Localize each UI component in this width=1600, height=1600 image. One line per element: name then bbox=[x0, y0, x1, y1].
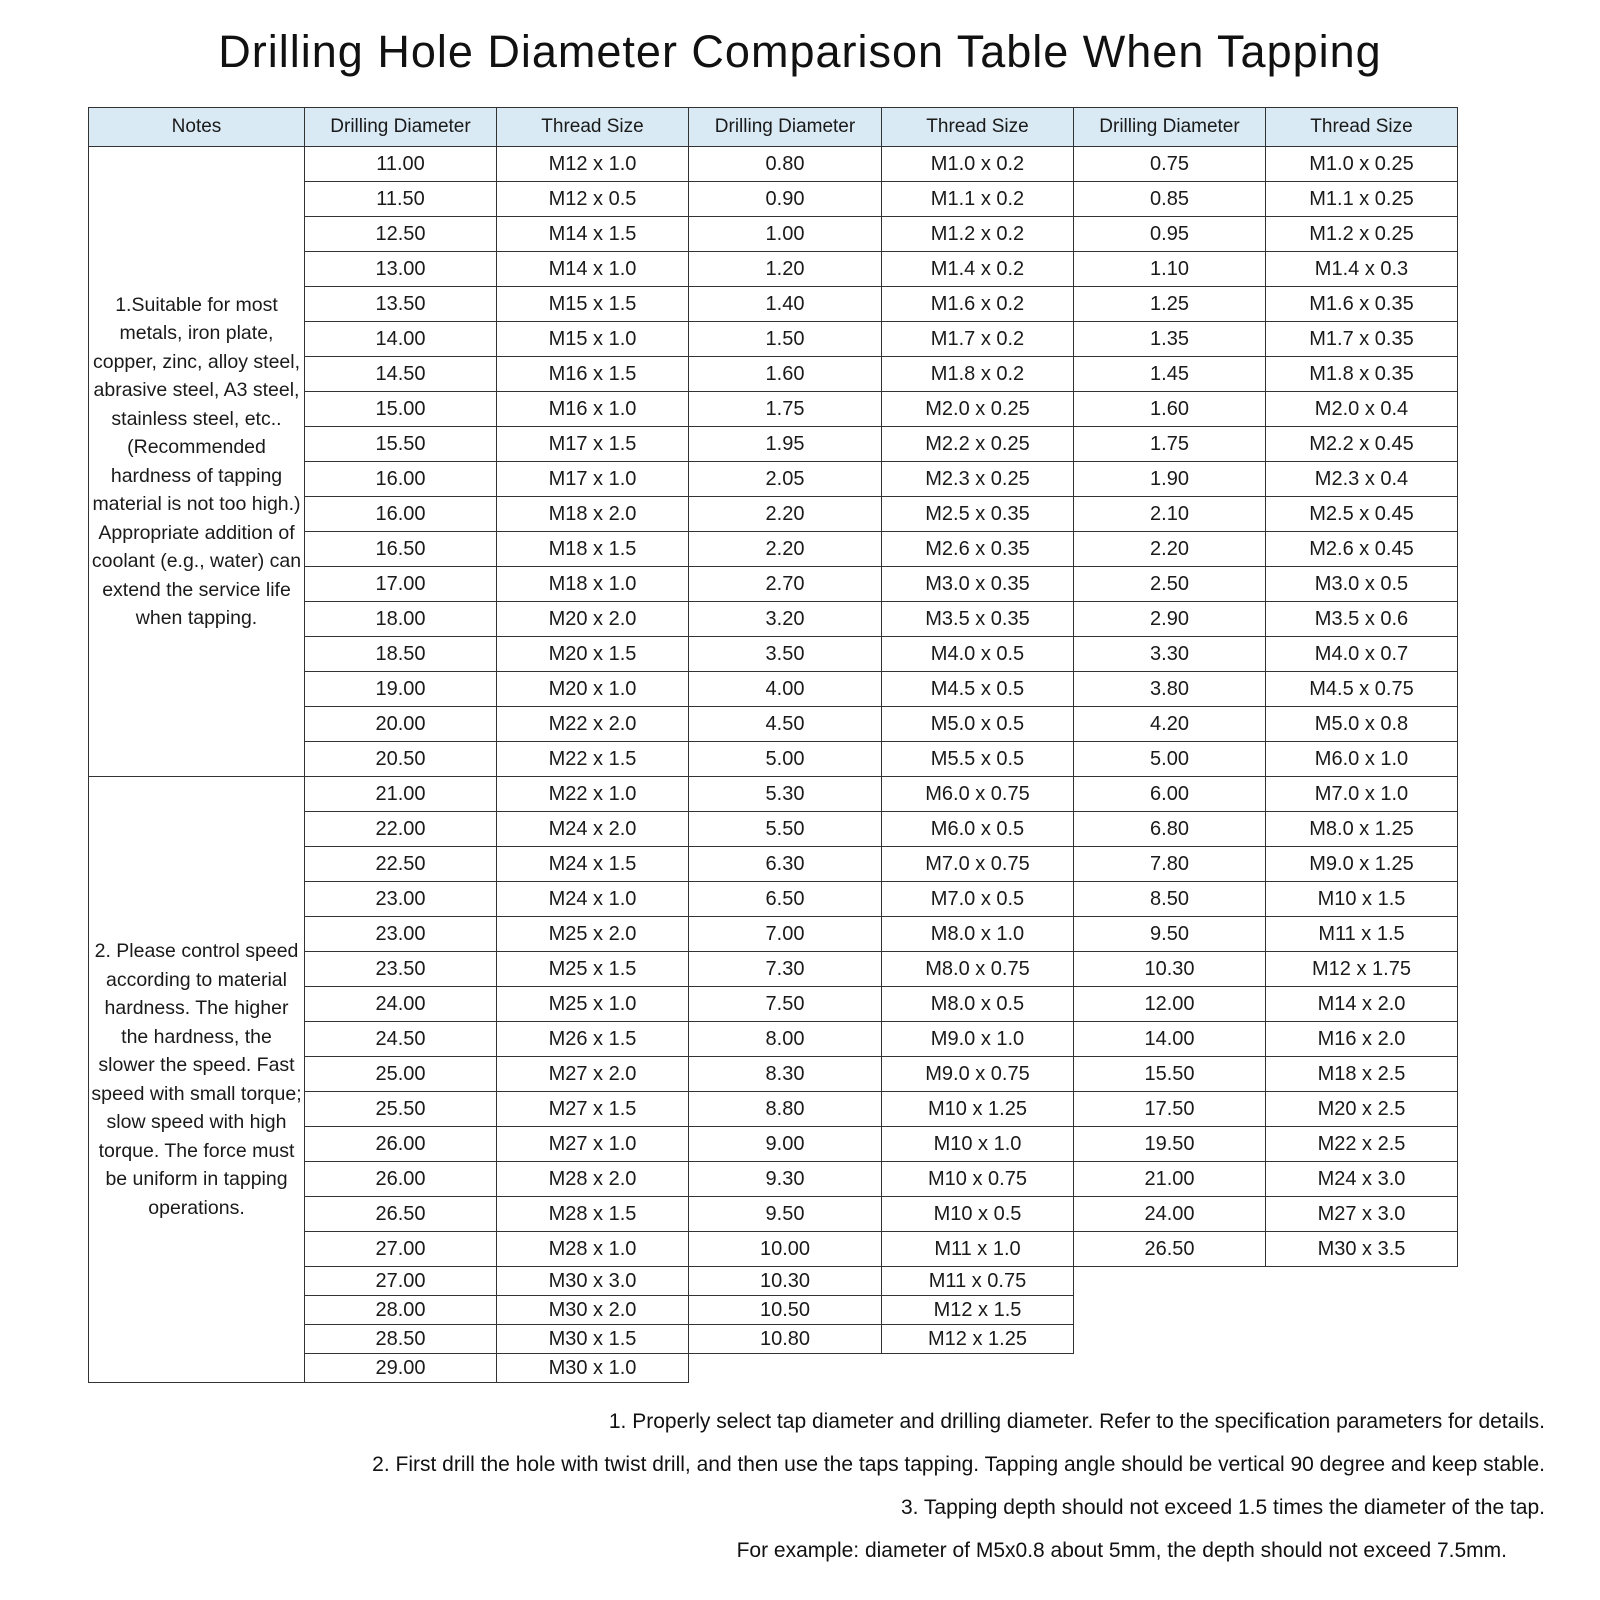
cell-thread-size-2: M1.2 x 0.2 bbox=[882, 217, 1074, 252]
header-drilling-diameter-2: Drilling Diameter bbox=[689, 108, 882, 147]
cell-thread-size-2: M2.6 x 0.35 bbox=[882, 532, 1074, 567]
empty-cell bbox=[1266, 1296, 1458, 1325]
cell-drilling-diameter-1: 19.50 bbox=[1074, 1127, 1266, 1162]
cell-drilling-diameter-1: 15.50 bbox=[1074, 1057, 1266, 1092]
cell-thread-size-3: M25 x 1.0 bbox=[497, 987, 689, 1022]
cell-drilling-diameter-2: 10.80 bbox=[689, 1325, 882, 1354]
cell-drilling-diameter-1: 1.25 bbox=[1074, 287, 1266, 322]
cell-thread-size-3: M25 x 2.0 bbox=[497, 917, 689, 952]
cell-drilling-diameter-1: 10.30 bbox=[1074, 952, 1266, 987]
cell-thread-size-3: M26 x 1.5 bbox=[497, 1022, 689, 1057]
cell-drilling-diameter-3: 14.50 bbox=[305, 357, 497, 392]
cell-thread-size-1: M2.2 x 0.45 bbox=[1266, 427, 1458, 462]
cell-thread-size-2: M11 x 1.0 bbox=[882, 1232, 1074, 1267]
header-drilling-diameter-3: Drilling Diameter bbox=[305, 108, 497, 147]
cell-drilling-diameter-3: 16.50 bbox=[305, 532, 497, 567]
cell-drilling-diameter-3: 27.00 bbox=[305, 1267, 497, 1296]
cell-drilling-diameter-1: 2.20 bbox=[1074, 532, 1266, 567]
cell-drilling-diameter-2: 5.30 bbox=[689, 777, 882, 812]
cell-thread-size-3: M16 x 1.0 bbox=[497, 392, 689, 427]
cell-thread-size-2: M1.0 x 0.2 bbox=[882, 147, 1074, 182]
cell-thread-size-1: M1.7 x 0.35 bbox=[1266, 322, 1458, 357]
cell-thread-size-3: M22 x 1.0 bbox=[497, 777, 689, 812]
cell-drilling-diameter-1: 0.75 bbox=[1074, 147, 1266, 182]
cell-thread-size-1: M2.6 x 0.45 bbox=[1266, 532, 1458, 567]
cell-drilling-diameter-3: 18.50 bbox=[305, 637, 497, 672]
cell-drilling-diameter-2: 3.50 bbox=[689, 637, 882, 672]
cell-drilling-diameter-1: 3.80 bbox=[1074, 672, 1266, 707]
cell-thread-size-1: M7.0 x 1.0 bbox=[1266, 777, 1458, 812]
cell-thread-size-1: M2.0 x 0.4 bbox=[1266, 392, 1458, 427]
cell-drilling-diameter-1: 4.20 bbox=[1074, 707, 1266, 742]
cell-drilling-diameter-3: 18.00 bbox=[305, 602, 497, 637]
cell-drilling-diameter-2: 4.50 bbox=[689, 707, 882, 742]
table-row bbox=[89, 147, 1458, 182]
cell-drilling-diameter-3: 21.00 bbox=[305, 777, 497, 812]
cell-drilling-diameter-2: 1.00 bbox=[689, 217, 882, 252]
empty-cell bbox=[882, 1354, 1074, 1383]
cell-thread-size-2: M4.0 x 0.5 bbox=[882, 637, 1074, 672]
cell-thread-size-2: M1.6 x 0.2 bbox=[882, 287, 1074, 322]
cell-thread-size-1: M1.6 x 0.35 bbox=[1266, 287, 1458, 322]
cell-drilling-diameter-1: 1.90 bbox=[1074, 462, 1266, 497]
cell-drilling-diameter-1: 14.00 bbox=[1074, 1022, 1266, 1057]
cell-thread-size-3: M20 x 1.0 bbox=[497, 672, 689, 707]
cell-thread-size-2: M3.5 x 0.35 bbox=[882, 602, 1074, 637]
cell-drilling-diameter-1: 5.00 bbox=[1074, 742, 1266, 777]
cell-thread-size-2: M2.0 x 0.25 bbox=[882, 392, 1074, 427]
cell-drilling-diameter-2: 1.95 bbox=[689, 427, 882, 462]
cell-thread-size-3: M18 x 1.5 bbox=[497, 532, 689, 567]
cell-thread-size-2: M2.5 x 0.35 bbox=[882, 497, 1074, 532]
cell-drilling-diameter-3: 26.50 bbox=[305, 1197, 497, 1232]
empty-cell bbox=[1266, 1354, 1458, 1383]
cell-drilling-diameter-1: 1.45 bbox=[1074, 357, 1266, 392]
cell-drilling-diameter-3: 23.00 bbox=[305, 917, 497, 952]
cell-thread-size-2: M8.0 x 0.75 bbox=[882, 952, 1074, 987]
empty-cell bbox=[689, 1354, 882, 1383]
instructions bbox=[40, 1400, 1545, 1572]
cell-thread-size-2: M8.0 x 0.5 bbox=[882, 987, 1074, 1022]
cell-drilling-diameter-2: 2.05 bbox=[689, 462, 882, 497]
table-row bbox=[89, 777, 1458, 812]
cell-thread-size-2: M9.0 x 1.0 bbox=[882, 1022, 1074, 1057]
cell-thread-size-2: M4.5 x 0.5 bbox=[882, 672, 1074, 707]
cell-thread-size-3: M30 x 1.0 bbox=[497, 1354, 689, 1383]
cell-thread-size-3: M22 x 1.5 bbox=[497, 742, 689, 777]
cell-thread-size-3: M18 x 2.0 bbox=[497, 497, 689, 532]
cell-drilling-diameter-2: 5.00 bbox=[689, 742, 882, 777]
cell-thread-size-3: M15 x 1.5 bbox=[497, 287, 689, 322]
cell-thread-size-3: M24 x 2.0 bbox=[497, 812, 689, 847]
cell-drilling-diameter-3: 11.50 bbox=[305, 182, 497, 217]
cell-thread-size-2: M6.0 x 0.5 bbox=[882, 812, 1074, 847]
cell-thread-size-2: M5.0 x 0.5 bbox=[882, 707, 1074, 742]
empty-cell bbox=[1266, 1325, 1458, 1354]
cell-thread-size-1: M30 x 3.5 bbox=[1266, 1232, 1458, 1267]
cell-thread-size-2: M7.0 x 0.75 bbox=[882, 847, 1074, 882]
cell-drilling-diameter-2: 7.30 bbox=[689, 952, 882, 987]
cell-thread-size-2: M7.0 x 0.5 bbox=[882, 882, 1074, 917]
empty-cell bbox=[1074, 1296, 1266, 1325]
cell-thread-size-1: M22 x 2.5 bbox=[1266, 1127, 1458, 1162]
instruction-3: 3. Tapping depth should not exceed 1.5 times the diameter of the tap. bbox=[900, 1496, 1545, 1519]
cell-drilling-diameter-2: 9.30 bbox=[689, 1162, 882, 1197]
cell-drilling-diameter-3: 16.00 bbox=[305, 462, 497, 497]
cell-drilling-diameter-2: 9.00 bbox=[689, 1127, 882, 1162]
cell-drilling-diameter-3: 13.50 bbox=[305, 287, 497, 322]
cell-drilling-diameter-2: 5.50 bbox=[689, 812, 882, 847]
cell-drilling-diameter-3: 19.00 bbox=[305, 672, 497, 707]
cell-drilling-diameter-2: 4.00 bbox=[689, 672, 882, 707]
cell-drilling-diameter-3: 15.00 bbox=[305, 392, 497, 427]
cell-thread-size-1: M9.0 x 1.25 bbox=[1266, 847, 1458, 882]
cell-drilling-diameter-3: 23.50 bbox=[305, 952, 497, 987]
cell-drilling-diameter-2: 9.50 bbox=[689, 1197, 882, 1232]
cell-thread-size-2: M1.7 x 0.2 bbox=[882, 322, 1074, 357]
cell-drilling-diameter-3: 22.00 bbox=[305, 812, 497, 847]
cell-thread-size-1: M1.8 x 0.35 bbox=[1266, 357, 1458, 392]
cell-thread-size-1: M4.0 x 0.7 bbox=[1266, 637, 1458, 672]
cell-drilling-diameter-1: 24.00 bbox=[1074, 1197, 1266, 1232]
cell-thread-size-1: M8.0 x 1.25 bbox=[1266, 812, 1458, 847]
cell-drilling-diameter-2: 6.50 bbox=[689, 882, 882, 917]
cell-thread-size-1: M3.0 x 0.5 bbox=[1266, 567, 1458, 602]
cell-thread-size-2: M6.0 x 0.75 bbox=[882, 777, 1074, 812]
cell-drilling-diameter-3: 25.50 bbox=[305, 1092, 497, 1127]
cell-drilling-diameter-1: 17.50 bbox=[1074, 1092, 1266, 1127]
cell-drilling-diameter-3: 24.50 bbox=[305, 1022, 497, 1057]
cell-thread-size-2: M5.5 x 0.5 bbox=[882, 742, 1074, 777]
cell-drilling-diameter-3: 11.00 bbox=[305, 147, 497, 182]
cell-thread-size-3: M30 x 2.0 bbox=[497, 1296, 689, 1325]
cell-drilling-diameter-1: 1.60 bbox=[1074, 392, 1266, 427]
cell-drilling-diameter-2: 8.00 bbox=[689, 1022, 882, 1057]
instruction-example: For example: diameter of M5x0.8 about 5mm, the depth should not exceed 7.5mm. bbox=[736, 1539, 1507, 1562]
cell-thread-size-3: M22 x 2.0 bbox=[497, 707, 689, 742]
cell-thread-size-2: M1.8 x 0.2 bbox=[882, 357, 1074, 392]
cell-drilling-diameter-3: 28.50 bbox=[305, 1325, 497, 1354]
cell-thread-size-3: M28 x 2.0 bbox=[497, 1162, 689, 1197]
cell-drilling-diameter-3: 29.00 bbox=[305, 1354, 497, 1383]
cell-drilling-diameter-2: 1.75 bbox=[689, 392, 882, 427]
header-notes: Notes bbox=[89, 108, 305, 147]
cell-drilling-diameter-2: 6.30 bbox=[689, 847, 882, 882]
cell-drilling-diameter-3: 26.00 bbox=[305, 1127, 497, 1162]
cell-thread-size-2: M9.0 x 0.75 bbox=[882, 1057, 1074, 1092]
cell-thread-size-2: M8.0 x 1.0 bbox=[882, 917, 1074, 952]
cell-thread-size-2: M2.3 x 0.25 bbox=[882, 462, 1074, 497]
cell-thread-size-3: M25 x 1.5 bbox=[497, 952, 689, 987]
cell-thread-size-1: M10 x 1.5 bbox=[1266, 882, 1458, 917]
empty-cell bbox=[1074, 1267, 1266, 1296]
cell-drilling-diameter-3: 13.00 bbox=[305, 252, 497, 287]
cell-drilling-diameter-2: 2.20 bbox=[689, 497, 882, 532]
cell-thread-size-3: M20 x 1.5 bbox=[497, 637, 689, 672]
cell-thread-size-2: M10 x 1.0 bbox=[882, 1127, 1074, 1162]
instruction-1: 1. Properly select tap diameter and drilling diameter. Refer to the specification parameters for details. bbox=[608, 1410, 1545, 1433]
header-thread-size-1: Thread Size bbox=[1266, 108, 1458, 147]
cell-thread-size-3: M30 x 1.5 bbox=[497, 1325, 689, 1354]
cell-thread-size-1: M4.5 x 0.75 bbox=[1266, 672, 1458, 707]
header-drilling-diameter-1: Drilling Diameter bbox=[1074, 108, 1266, 147]
cell-thread-size-2: M3.0 x 0.35 bbox=[882, 567, 1074, 602]
cell-thread-size-3: M24 x 1.5 bbox=[497, 847, 689, 882]
cell-drilling-diameter-1: 26.50 bbox=[1074, 1232, 1266, 1267]
header-thread-size-2: Thread Size bbox=[882, 108, 1074, 147]
cell-thread-size-3: M28 x 1.5 bbox=[497, 1197, 689, 1232]
cell-thread-size-3: M12 x 1.0 bbox=[497, 147, 689, 182]
cell-drilling-diameter-3: 12.50 bbox=[305, 217, 497, 252]
cell-drilling-diameter-1: 8.50 bbox=[1074, 882, 1266, 917]
cell-thread-size-1: M2.3 x 0.4 bbox=[1266, 462, 1458, 497]
cell-thread-size-2: M1.4 x 0.2 bbox=[882, 252, 1074, 287]
cell-thread-size-3: M15 x 1.0 bbox=[497, 322, 689, 357]
cell-drilling-diameter-1: 0.85 bbox=[1074, 182, 1266, 217]
cell-drilling-diameter-3: 20.00 bbox=[305, 707, 497, 742]
cell-drilling-diameter-2: 10.00 bbox=[689, 1232, 882, 1267]
cell-thread-size-1: M12 x 1.75 bbox=[1266, 952, 1458, 987]
cell-drilling-diameter-2: 0.90 bbox=[689, 182, 882, 217]
cell-thread-size-2: M1.1 x 0.2 bbox=[882, 182, 1074, 217]
cell-drilling-diameter-2: 0.80 bbox=[689, 147, 882, 182]
empty-cell bbox=[1266, 1267, 1458, 1296]
cell-thread-size-3: M17 x 1.5 bbox=[497, 427, 689, 462]
instruction-2: 2. First drill the hole with twist drill, and then use the taps tapping. Tapping angle should be vertical 90 degree and keep stable. bbox=[372, 1453, 1545, 1476]
cell-thread-size-1: M1.2 x 0.25 bbox=[1266, 217, 1458, 252]
cell-drilling-diameter-1: 2.10 bbox=[1074, 497, 1266, 532]
cell-drilling-diameter-1: 1.35 bbox=[1074, 322, 1266, 357]
cell-thread-size-1: M18 x 2.5 bbox=[1266, 1057, 1458, 1092]
page-title: Drilling Hole Diameter Comparison Table When Tapping bbox=[218, 26, 1382, 77]
cell-drilling-diameter-2: 8.30 bbox=[689, 1057, 882, 1092]
cell-drilling-diameter-1: 6.80 bbox=[1074, 812, 1266, 847]
cell-thread-size-1: M24 x 3.0 bbox=[1266, 1162, 1458, 1197]
cell-thread-size-1: M5.0 x 0.8 bbox=[1266, 707, 1458, 742]
cell-thread-size-2: M10 x 1.25 bbox=[882, 1092, 1074, 1127]
cell-drilling-diameter-3: 17.00 bbox=[305, 567, 497, 602]
cell-thread-size-3: M27 x 1.5 bbox=[497, 1092, 689, 1127]
cell-thread-size-3: M14 x 1.0 bbox=[497, 252, 689, 287]
cell-thread-size-2: M2.2 x 0.25 bbox=[882, 427, 1074, 462]
cell-drilling-diameter-3: 26.00 bbox=[305, 1162, 497, 1197]
cell-drilling-diameter-2: 7.50 bbox=[689, 987, 882, 1022]
cell-thread-size-3: M20 x 2.0 bbox=[497, 602, 689, 637]
cell-thread-size-1: M16 x 2.0 bbox=[1266, 1022, 1458, 1057]
cell-thread-size-3: M27 x 1.0 bbox=[497, 1127, 689, 1162]
cell-drilling-diameter-2: 10.30 bbox=[689, 1267, 882, 1296]
cell-thread-size-3: M14 x 1.5 bbox=[497, 217, 689, 252]
cell-thread-size-1: M14 x 2.0 bbox=[1266, 987, 1458, 1022]
cell-drilling-diameter-3: 27.00 bbox=[305, 1232, 497, 1267]
cell-drilling-diameter-2: 1.50 bbox=[689, 322, 882, 357]
header-thread-size-3: Thread Size bbox=[497, 108, 689, 147]
cell-thread-size-2: M12 x 1.5 bbox=[882, 1296, 1074, 1325]
cell-drilling-diameter-3: 15.50 bbox=[305, 427, 497, 462]
cell-drilling-diameter-3: 20.50 bbox=[305, 742, 497, 777]
cell-drilling-diameter-3: 25.00 bbox=[305, 1057, 497, 1092]
cell-drilling-diameter-1: 3.30 bbox=[1074, 637, 1266, 672]
cell-thread-size-1: M27 x 3.0 bbox=[1266, 1197, 1458, 1232]
cell-drilling-diameter-2: 2.70 bbox=[689, 567, 882, 602]
cell-drilling-diameter-1: 6.00 bbox=[1074, 777, 1266, 812]
cell-drilling-diameter-1: 12.00 bbox=[1074, 987, 1266, 1022]
cell-drilling-diameter-3: 16.00 bbox=[305, 497, 497, 532]
cell-thread-size-3: M24 x 1.0 bbox=[497, 882, 689, 917]
cell-thread-size-3: M27 x 2.0 bbox=[497, 1057, 689, 1092]
cell-drilling-diameter-1: 2.50 bbox=[1074, 567, 1266, 602]
cell-drilling-diameter-1: 21.00 bbox=[1074, 1162, 1266, 1197]
cell-drilling-diameter-2: 1.20 bbox=[689, 252, 882, 287]
empty-cell bbox=[1074, 1354, 1266, 1383]
cell-drilling-diameter-3: 28.00 bbox=[305, 1296, 497, 1325]
cell-thread-size-1: M11 x 1.5 bbox=[1266, 917, 1458, 952]
cell-drilling-diameter-1: 1.75 bbox=[1074, 427, 1266, 462]
cell-drilling-diameter-2: 8.80 bbox=[689, 1092, 882, 1127]
cell-drilling-diameter-1: 9.50 bbox=[1074, 917, 1266, 952]
cell-thread-size-1: M1.4 x 0.3 bbox=[1266, 252, 1458, 287]
notes-cell-1: 1.Suitable for most metals, iron plate, copper, zinc, alloy steel, abrasive steel, A3 steel, stainless steel, etc..(Recommended hardness of tapping material is not too high.) Appropriate addition of coolant (e.g., water) can extend the service life when tapping. bbox=[89, 147, 305, 777]
cell-drilling-diameter-1: 1.10 bbox=[1074, 252, 1266, 287]
cell-drilling-diameter-1: 0.95 bbox=[1074, 217, 1266, 252]
cell-drilling-diameter-2: 1.60 bbox=[689, 357, 882, 392]
cell-thread-size-3: M17 x 1.0 bbox=[497, 462, 689, 497]
cell-thread-size-1: M2.5 x 0.45 bbox=[1266, 497, 1458, 532]
cell-drilling-diameter-3: 14.00 bbox=[305, 322, 497, 357]
empty-cell bbox=[1074, 1325, 1266, 1354]
notes-cell-2: 2. Please control speed according to material hardness. The higher the hardness, the slower the speed. Fast speed with small torque; slow speed with high torque. The force must be uniform in tapping operations. bbox=[89, 777, 305, 1383]
cell-thread-size-2: M10 x 0.5 bbox=[882, 1197, 1074, 1232]
cell-thread-size-2: M11 x 0.75 bbox=[882, 1267, 1074, 1296]
cell-thread-size-3: M18 x 1.0 bbox=[497, 567, 689, 602]
cell-thread-size-3: M12 x 0.5 bbox=[497, 182, 689, 217]
cell-thread-size-3: M16 x 1.5 bbox=[497, 357, 689, 392]
cell-drilling-diameter-1: 2.90 bbox=[1074, 602, 1266, 637]
cell-drilling-diameter-1: 7.80 bbox=[1074, 847, 1266, 882]
cell-drilling-diameter-2: 10.50 bbox=[689, 1296, 882, 1325]
drilling-diameter-table bbox=[88, 107, 1458, 1383]
cell-drilling-diameter-3: 22.50 bbox=[305, 847, 497, 882]
cell-thread-size-3: M30 x 3.0 bbox=[497, 1267, 689, 1296]
cell-drilling-diameter-2: 3.20 bbox=[689, 602, 882, 637]
cell-thread-size-3: M28 x 1.0 bbox=[497, 1232, 689, 1267]
cell-thread-size-1: M1.1 x 0.25 bbox=[1266, 182, 1458, 217]
cell-thread-size-1: M20 x 2.5 bbox=[1266, 1092, 1458, 1127]
table-header-row bbox=[89, 108, 1458, 147]
cell-thread-size-2: M12 x 1.25 bbox=[882, 1325, 1074, 1354]
cell-drilling-diameter-2: 2.20 bbox=[689, 532, 882, 567]
cell-drilling-diameter-3: 23.00 bbox=[305, 882, 497, 917]
cell-thread-size-1: M6.0 x 1.0 bbox=[1266, 742, 1458, 777]
cell-drilling-diameter-3: 24.00 bbox=[305, 987, 497, 1022]
cell-thread-size-1: M1.0 x 0.25 bbox=[1266, 147, 1458, 182]
cell-thread-size-2: M10 x 0.75 bbox=[882, 1162, 1074, 1197]
cell-drilling-diameter-2: 1.40 bbox=[689, 287, 882, 322]
cell-drilling-diameter-2: 7.00 bbox=[689, 917, 882, 952]
cell-thread-size-1: M3.5 x 0.6 bbox=[1266, 602, 1458, 637]
